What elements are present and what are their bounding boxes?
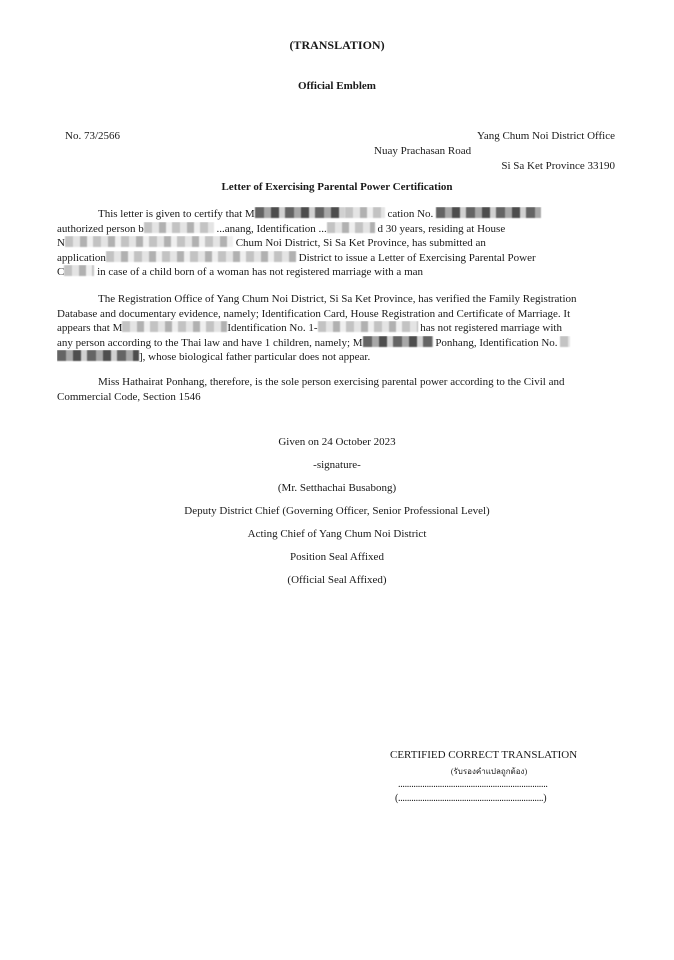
paragraph-certification bbox=[57, 207, 617, 280]
position-seal-note: Position Seal Affixed bbox=[290, 551, 384, 563]
certification-thai-note: (รับรองคำแปลถูกต้อง) bbox=[450, 767, 528, 776]
redaction-block bbox=[64, 265, 94, 276]
paragraph-line bbox=[57, 222, 617, 237]
paragraph-line: The Registration Office of Yang Chum Noi District, Si Sa Ket Province, has verified the Family Registration bbox=[98, 293, 577, 305]
redaction-block bbox=[144, 222, 214, 233]
text-fragment: any person according to the Thai law and have 1 children, namely; M bbox=[57, 336, 363, 349]
office-name: Yang Chum Noi District Office bbox=[476, 130, 615, 142]
paragraph-line bbox=[57, 321, 617, 336]
signatory-position: Deputy District Chief (Governing Officer, Senior Professional Level) bbox=[184, 505, 490, 517]
redaction-block bbox=[436, 207, 541, 218]
redaction-block bbox=[255, 207, 345, 218]
redaction-block bbox=[57, 350, 139, 361]
signatory-acting-title: Acting Chief of Yang Chum Noi District bbox=[247, 528, 427, 540]
paragraph-line bbox=[57, 251, 617, 266]
paragraph-conclusion bbox=[57, 375, 617, 404]
certification-heading: CERTIFIED CORRECT TRANSLATION bbox=[390, 749, 578, 761]
emblem-note: Official Emblem bbox=[298, 80, 376, 92]
given-date: Given on 24 October 2023 bbox=[278, 436, 396, 448]
signature-note: -signature- bbox=[313, 459, 361, 471]
text-fragment: cation No. bbox=[387, 208, 434, 220]
redaction-block bbox=[363, 336, 433, 347]
paragraph-line: Commercial Code, Section 1546 bbox=[57, 390, 201, 403]
text-fragment: has not registered marriage with bbox=[420, 322, 562, 335]
letter-title: Letter of Exercising Parental Power Certification bbox=[221, 181, 453, 193]
redaction-block bbox=[318, 321, 418, 332]
translator-signature-line: .................................................................... bbox=[398, 779, 548, 790]
official-seal-note: (Official Seal Affixed) bbox=[287, 574, 387, 586]
redaction-block bbox=[327, 222, 375, 233]
paragraph-line: Miss Hathairat Ponhang, therefore, is the sole person exercising parental power according to the Civil and bbox=[98, 376, 565, 388]
text-fragment: application bbox=[57, 251, 106, 264]
text-fragment: District to issue a Letter of Exercising Parental Power bbox=[298, 251, 536, 264]
text-fragment: d 30 years, residing at House bbox=[377, 222, 506, 235]
translator-name-line: (..................................................................) bbox=[395, 793, 547, 804]
paragraph-line bbox=[57, 207, 617, 222]
text-fragment: ], whose biological father particular does not appear. bbox=[139, 351, 371, 364]
paragraph-line bbox=[57, 350, 617, 365]
text-fragment: appears that M bbox=[57, 322, 123, 335]
paragraph-verification bbox=[57, 292, 617, 365]
office-province: Si Sa Ket Province 33190 bbox=[501, 160, 615, 172]
redaction-block bbox=[122, 321, 227, 332]
redaction-block bbox=[106, 251, 296, 262]
redaction-block bbox=[345, 207, 385, 218]
paragraph-line bbox=[57, 336, 617, 351]
signatory-name: (Mr. Setthachai Busabong) bbox=[277, 482, 397, 494]
translation-marker: (TRANSLATION) bbox=[289, 38, 385, 52]
text-fragment: authorized person b bbox=[57, 222, 144, 235]
redaction-block bbox=[65, 236, 233, 247]
paragraph-line bbox=[57, 265, 617, 280]
redaction-block bbox=[560, 336, 570, 347]
paragraph-line bbox=[57, 236, 617, 251]
text-fragment: Chum Noi District, Si Sa Ket Province, has submitted an bbox=[235, 237, 486, 250]
text-fragment: N bbox=[57, 237, 65, 250]
text-fragment: Identification No. 1- bbox=[227, 322, 318, 335]
paragraph-line: Database and documentary evidence, namely; Identification Card, House Registration and Certificate of Marriage. It bbox=[57, 307, 571, 320]
office-road: Nuay Prachasan Road bbox=[374, 145, 472, 157]
text-fragment: ...anang, Identification ... bbox=[216, 222, 327, 235]
text-fragment: This letter is given to certify that M bbox=[98, 208, 255, 220]
text-fragment: in case of a child born of a woman has not registered marriage with a man bbox=[97, 266, 424, 279]
text-fragment: C bbox=[57, 266, 65, 279]
document-number: No. 73/2566 bbox=[65, 130, 120, 142]
text-fragment: Ponhang, Identification No. bbox=[435, 336, 558, 349]
